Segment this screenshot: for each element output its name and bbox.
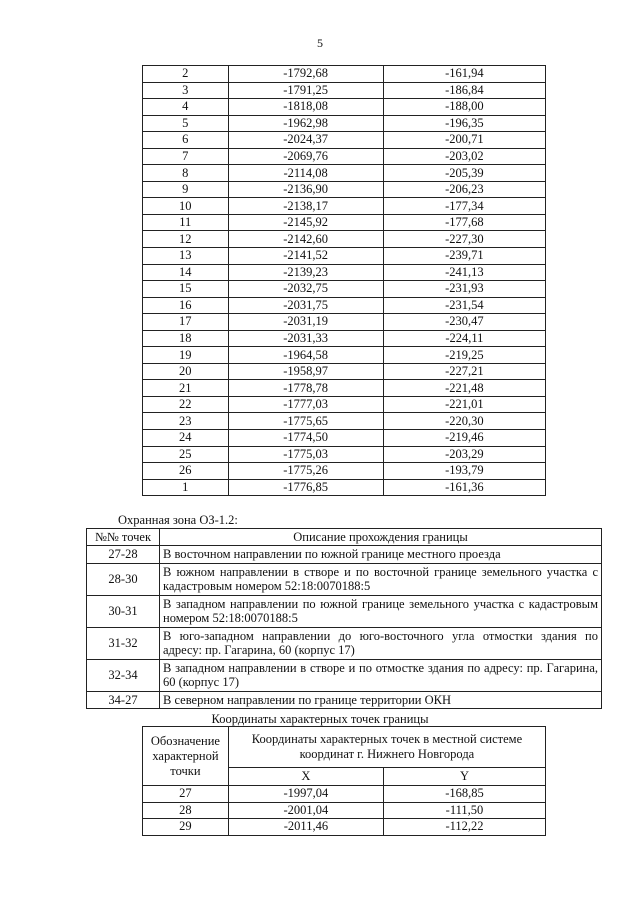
point-number: 24 [143, 430, 229, 447]
coord-y: -219,25 [383, 347, 545, 364]
segment-points: 27-28 [87, 546, 160, 564]
coord-y: -220,30 [383, 413, 545, 430]
coord-x: -1775,26 [228, 463, 383, 480]
coord-x: -2024,37 [228, 132, 383, 149]
coord-row [143, 99, 546, 116]
coord-y: -111,50 [383, 802, 545, 819]
coord-y: -168,85 [383, 786, 545, 803]
coord-y: -161,36 [383, 479, 545, 496]
coord-x: -2141,52 [228, 248, 383, 265]
point-number: 2 [143, 66, 229, 83]
coord-y: -206,23 [383, 181, 545, 198]
coord-y: -161,94 [383, 66, 545, 83]
segment-points: 34-27 [87, 691, 160, 709]
header-coordinates: Координаты характерных точек в местной системе координат г. Нижнего Новгорода [228, 727, 545, 768]
point-number: 1 [143, 479, 229, 496]
point-number: 11 [143, 214, 229, 231]
header-points: №№ точек [87, 529, 160, 546]
segment-description: В восточном направлении по южной границе местного проезда [160, 546, 602, 564]
coord-x: -1775,03 [228, 446, 383, 463]
point-number: 21 [143, 380, 229, 397]
zone-title: Охранная зона ОЗ-1.2: [118, 513, 238, 527]
coord-x: -1776,85 [228, 479, 383, 496]
segment-description: В южном направлении в створе и по восточной границе земельного участка с кадастровым номером 52:18:0070188:5 [160, 563, 602, 595]
coord-row [143, 66, 546, 83]
coord-row [143, 264, 546, 281]
coord-row [143, 115, 546, 132]
coord-x: -2011,46 [228, 819, 383, 836]
coord-y: -230,47 [383, 314, 545, 331]
coord-row [143, 430, 546, 447]
boundary-row [87, 546, 602, 564]
boundary-row [87, 563, 602, 595]
point-number: 15 [143, 281, 229, 298]
point-number: 8 [143, 165, 229, 182]
point-number: 3 [143, 82, 229, 99]
coord-y: -227,30 [383, 231, 545, 248]
coord-y: -188,00 [383, 99, 545, 116]
point-number: 13 [143, 248, 229, 265]
coord-row [143, 363, 546, 380]
coord-x: -2001,04 [228, 802, 383, 819]
coord-x: -2031,19 [228, 314, 383, 331]
coord-row [143, 463, 546, 480]
coord-y: -241,13 [383, 264, 545, 281]
point-number: 10 [143, 198, 229, 215]
coord-x: -2138,17 [228, 198, 383, 215]
coord-x: -2114,08 [228, 165, 383, 182]
point-row [143, 786, 546, 803]
point-number: 9 [143, 181, 229, 198]
point-row [143, 802, 546, 819]
coord-y: -112,22 [383, 819, 545, 836]
coord-y: -219,46 [383, 430, 545, 447]
coord-row [143, 231, 546, 248]
coord-x: -2142,60 [228, 231, 383, 248]
boundary-row [87, 691, 602, 709]
point-number: 23 [143, 413, 229, 430]
point-number: 20 [143, 363, 229, 380]
coord-x: -1792,68 [228, 66, 383, 83]
coord-x: -2031,33 [228, 330, 383, 347]
coord-x: -1997,04 [228, 786, 383, 803]
point-number: 28 [143, 802, 229, 819]
boundary-row [87, 627, 602, 659]
coord-x: -2136,90 [228, 181, 383, 198]
point-number: 18 [143, 330, 229, 347]
point-number: 14 [143, 264, 229, 281]
coord-x: -2145,92 [228, 214, 383, 231]
coord-x: -1818,08 [228, 99, 383, 116]
coord-x: -1777,03 [228, 396, 383, 413]
coord-x: -2032,75 [228, 281, 383, 298]
coord-row [143, 347, 546, 364]
coord-x: -1962,98 [228, 115, 383, 132]
boundary-row [87, 595, 602, 627]
point-number: 5 [143, 115, 229, 132]
point-number: 6 [143, 132, 229, 149]
coord-x: -1791,25 [228, 82, 383, 99]
coord-x: -2031,75 [228, 297, 383, 314]
segment-description: В северном направлении по границе территории ОКН [160, 691, 602, 709]
coord-y: -203,02 [383, 148, 545, 165]
coord-row [143, 380, 546, 397]
point-number: 12 [143, 231, 229, 248]
coord-y: -193,79 [383, 463, 545, 480]
point-number: 16 [143, 297, 229, 314]
coord-row [143, 198, 546, 215]
coord-x: -1775,65 [228, 413, 383, 430]
coord-y: -224,11 [383, 330, 545, 347]
coord-y: -227,21 [383, 363, 545, 380]
segment-description: В юго-западном направлении до юго-восточного угла отмостки здания по адресу: пр. Гагарина, 60 (корпус 17) [160, 627, 602, 659]
coord-x: -1778,78 [228, 380, 383, 397]
point-number: 22 [143, 396, 229, 413]
coord-row [143, 479, 546, 496]
coord-row [143, 314, 546, 331]
point-number: 25 [143, 446, 229, 463]
boundary-description-table [86, 528, 602, 709]
coord-y: -177,34 [383, 198, 545, 215]
coord-row [143, 165, 546, 182]
coord-y: -231,93 [383, 281, 545, 298]
coord-y: -203,29 [383, 446, 545, 463]
coord-row [143, 181, 546, 198]
coord-y: -196,35 [383, 115, 545, 132]
coord-row [143, 132, 546, 149]
coord-row [143, 214, 546, 231]
coord-row [143, 248, 546, 265]
coord-x: -2069,76 [228, 148, 383, 165]
coord-row [143, 148, 546, 165]
coord-row [143, 281, 546, 298]
page-number: 5 [317, 36, 323, 50]
coord-x: -1774,50 [228, 430, 383, 447]
segment-points: 30-31 [87, 595, 160, 627]
characteristic-points-table [142, 726, 546, 836]
coord-row [143, 297, 546, 314]
segment-points: 31-32 [87, 627, 160, 659]
coord-y: -221,48 [383, 380, 545, 397]
coord-row [143, 82, 546, 99]
point-number: 19 [143, 347, 229, 364]
coord-y: -186,84 [383, 82, 545, 99]
coord-row [143, 330, 546, 347]
point-number: 17 [143, 314, 229, 331]
point-row [143, 819, 546, 836]
coord-y: -239,71 [383, 248, 545, 265]
coord-y: -231,54 [383, 297, 545, 314]
header-y: Y [383, 768, 545, 786]
coord-x: -1964,58 [228, 347, 383, 364]
coord-y: -200,71 [383, 132, 545, 149]
boundary-row [87, 659, 602, 691]
coord-y: -177,68 [383, 214, 545, 231]
coordinates-table [142, 65, 546, 496]
coord-row [143, 396, 546, 413]
points-table-title: Координаты характерных точек границы [211, 712, 429, 726]
coord-x: -1958,97 [228, 363, 383, 380]
segment-description: В западном направлении по южной границе земельного участка с кадастровым номером 52:18:0070188:5 [160, 595, 602, 627]
boundary-header-row [87, 529, 602, 546]
point-number: 27 [143, 786, 229, 803]
point-number: 26 [143, 463, 229, 480]
header-x: X [228, 768, 383, 786]
header-description: Описание прохождения границы [160, 529, 602, 546]
coord-row [143, 446, 546, 463]
segment-points: 28-30 [87, 563, 160, 595]
coord-y: -205,39 [383, 165, 545, 182]
point-number: 7 [143, 148, 229, 165]
header-point-designation: Обозначение характерной точки [143, 727, 229, 786]
coord-row [143, 413, 546, 430]
coord-x: -2139,23 [228, 264, 383, 281]
point-number: 4 [143, 99, 229, 116]
point-number: 29 [143, 819, 229, 836]
points-header-row [143, 727, 546, 768]
segment-points: 32-34 [87, 659, 160, 691]
segment-description: В западном направлении в створе и по отмостке здания по адресу: пр. Гагарина, 60 (корпус 17) [160, 659, 602, 691]
coord-y: -221,01 [383, 396, 545, 413]
